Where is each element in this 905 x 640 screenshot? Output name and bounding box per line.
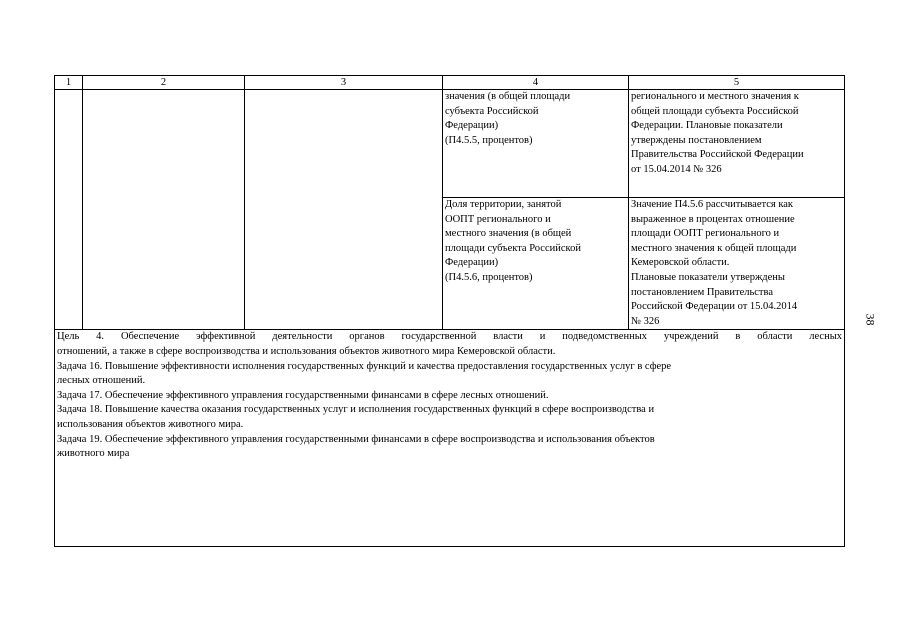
indicators-table [54, 75, 845, 547]
header-col-3: 3 [245, 76, 443, 90]
task-17-text: Задача 17. Обеспечение эффективного управления государственными финансами в сфере лесных отношений. [57, 389, 549, 401]
goal-row [55, 330, 845, 547]
indicator-description-cell: Значение П4.5.6 рассчитывается как выраженное в процентах отношение площади ООПТ регионального и местного значения к общей площади Кемеровской области. Плановые показатели утверждены постановлением Правительства Российской Федерации от 15.04.2014 № 326 [629, 198, 845, 330]
row-cell-col-1 [55, 90, 83, 330]
header-col-5: 5 [629, 76, 845, 90]
task-19-text-cont: животного мира [57, 448, 130, 460]
table-header-row [55, 76, 845, 90]
header-col-1: 1 [55, 76, 83, 90]
page-number: 38 [863, 313, 878, 326]
row-cell-col-2 [83, 90, 245, 330]
goal-4-text: Цель 4. Обеспечение эффективной деятельности органов государственной власти и подведомственных учреждений в области лесных [57, 331, 842, 343]
task-18-text: Задача 18. Повышение качества оказания государственных услуг и исполнения государственных функций в сфере воспроизводства и [57, 404, 655, 416]
indicator-name-cell: значения (в общей площади субъекта Российской Федерации) (П4.5.5, процентов) [443, 90, 629, 198]
header-col-4: 4 [443, 76, 629, 90]
goal-cell [55, 330, 845, 547]
task-18-text-cont: использования объектов животного мира. [57, 418, 244, 430]
task-16-text: Задача 16. Повышение эффективности исполнения государственных функций и качества предоставления государственных услуг в сфере [57, 360, 672, 372]
indicator-name-cell: Доля территории, занятой ООПТ регионального и местного значения (в общей площади субъекта Российской Федерации) (П4.5.6, процентов) [443, 198, 629, 330]
goal-4-text-cont: отношений, а также в сфере воспроизводства и использования объектов животного мира Кемеровской области. [57, 345, 556, 357]
row-cell-col-3 [245, 90, 443, 330]
task-16-text-cont: лесных отношений. [57, 375, 146, 387]
table-row [55, 90, 845, 198]
header-col-2: 2 [83, 76, 245, 90]
task-19-text: Задача 19. Обеспечение эффективного управления государственными финансами в сфере воспроизводства и использования объектов [57, 433, 655, 445]
indicator-description-cell: регионального и местного значения к общей площади субъекта Российской Федерации. Плановые показатели утверждены постановлением Правительства Российской Федерации от 15.04.2014 № 326 [629, 90, 845, 198]
